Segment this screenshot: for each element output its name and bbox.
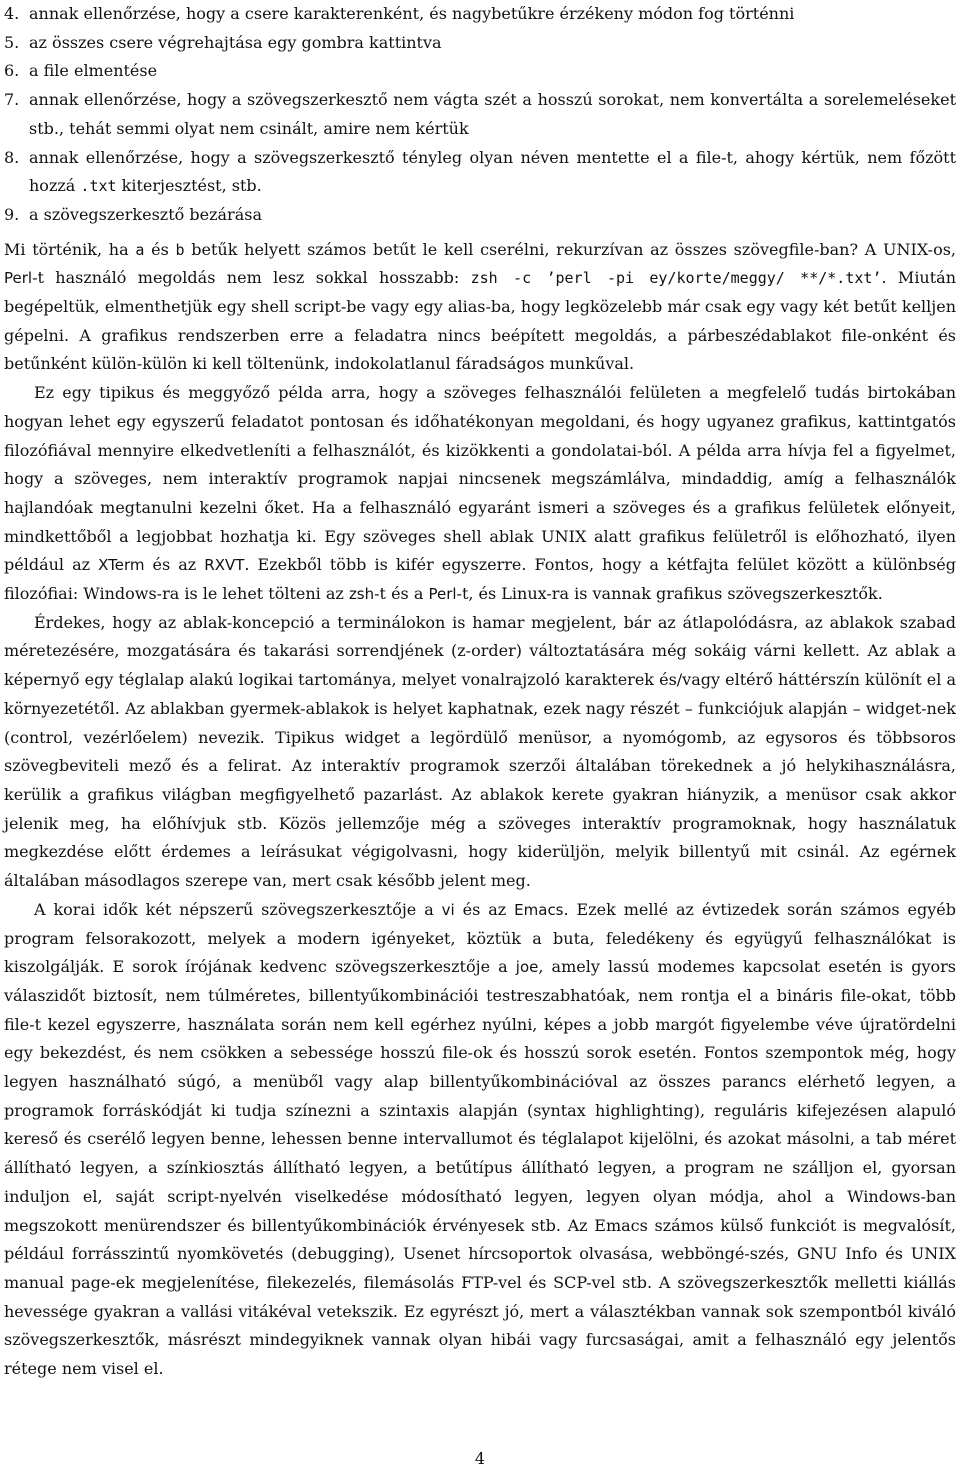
text: -t, és Linux-ra is vannak grafikus szövegszerkesztők. [456, 584, 883, 604]
text: A korai idők két népszerű szövegszerkesztője a [34, 899, 442, 919]
program-name: Perl [428, 585, 457, 604]
inline-code: b [175, 240, 185, 259]
list-text: az összes csere végrehajtása egy gombra kattintva [29, 32, 442, 52]
program-name: RXVT [204, 556, 245, 575]
list-number: 7. [4, 90, 20, 110]
list-item [4, 86, 956, 143]
program-name: XTerm [98, 556, 145, 575]
list-text: annak ellenőrzése, hogy a szövegszerkesztő tényleg olyan néven mentette el a file-t, ahogy kértük, nem főzött hozzá [29, 147, 956, 196]
program-name: Perl [4, 269, 33, 288]
text: , amely lassú modemes kapcsolat esetén is gyors válaszidőt biztosít, nem túlméretes, billentyűkombinációi testreszabhatóak, nem rontja el a bináris file-okat, több file-t kezel egyszerre, használata során nem kell egérhez nyúlni, képes a jobb margót figyelembe véve újratördelni egy bekezdést, és nem csökken a sebessége hosszú file-ok és hosszú sorok esetén. Fontos szempontok még, hogy legyen használható súgó, a menüből vagy alap billentyűkombinációval az összes parancs elérhető legyen, a programok forráskódját ki tudja színezni a szintaxis alapján (syntax highlighting), reguláris kifejezésen alapuló kereső és cserélő legyen benne, lehessen benne intervallumot és téglalapot kijelölni, és azokat másolni, a tab méret állítható legyen, a színkiosztás állítható legyen, a betűtípus állítható legyen, a program ne szálljon el, gyorsan induljon el, saját script-nyelvén viselkedése módosítható legyen, legyen olyan módja, ahol a Windows-ban megszokott menürendszer és billentyűkombinációk érvényesek stb. Az Emacs számos külső funkciót is megvalósít, például forrásszintű nyomkövetés (debugging), Usenet hírcsoportok olvasása, webböngé-szés, GNU Info és UNIX manual page-ek megjelenítése, filekezelés, filemásolás FTP-vel és SCP-vel stb. A szövegszerkesztők melletti kiállás hevessége gyakran a vallási vitákéval vetekszik. Ez egyrészt jó, mert a választékban vannak sok szempontból kiváló szövegszerkesztők, másrészt mindegyiknek vannak olyan hibái vagy furcsaságai, amit a felhasználó egy jelentős rétege nem visel el. [4, 957, 957, 1379]
list-text: kiterjesztést, stb. [116, 176, 262, 196]
text: betűk helyett számos betűt le kell cserélni, rekurzívan az összes szövegfile-ban? A UNIX-os, [184, 239, 957, 259]
text: Mi történik, ha [4, 239, 136, 259]
text: és az [454, 899, 515, 919]
text: . Miután begépeltük, elmenthetjük egy shell script-be vagy egy alias-ba, hogy legközelebb már csak egy vagy két betűt kelljen gépelni. A grafikus rendszerben erre a feladatra nincs beépített megoldás, a párbeszédablakot file-onként és betűnként külön-külön ki kell töltenünk, indokolatlanul fáradságos munkűval. [4, 268, 957, 374]
text: . Ezekből több is kifér egyszerre. Fontos, hogy a kétfajta felület között a különbség filozófiai: Windows-ra is le lehet tölteni az [4, 555, 957, 604]
list-item [4, 144, 956, 201]
program-name: Emacs [514, 900, 564, 919]
paragraph-perl-example [4, 236, 956, 380]
inline-code: a [135, 240, 145, 259]
list-number: 9. [4, 204, 20, 224]
paragraph-text-interface [4, 379, 956, 609]
list-number: 6. [4, 61, 20, 81]
inline-code: .txt [80, 177, 117, 196]
program-name: joe [515, 958, 539, 977]
program-name: zsh [348, 585, 375, 604]
text: -t használó megoldás nem lesz sokkal hosszabb: [32, 268, 471, 288]
paragraph-window-concept: Érdekes, hogy az ablak-koncepció a terminálokon is hamar megjelent, bár az átlapolódásra, az ablakok szabad méretezésére, mozgatására és takarási sorrendjének (z-order) változtatására még sokáig várni kellett. Az ablak a képernyő egy téglalap alakú logikai tartománya, melyet vonalrajzoló karakterek és/vagy eltérő háttérszín különít el a környezetétől. Az ablakban gyermek-ablakok is helyet kaphatnak, ezek nagy részét – funkciójuk alapján – widget-nek (control, vezérlőelem) nevezik. Tipikus widget a legördülő menüsor, a nyomógomb, az egysoros és többsoros szövegbeviteli mező és a felirat. Az interaktív programok szerzői általában törekednek a jó helykihasználásra, kerülik a grafikus világban megfigyelhető pazarlást. Az ablakok kerete gyakran hiányzik, a menüsor csak akkor jelenik meg, ha előhívjuk stb. Közös jellemzője még a szöveges interaktív programoknak, hogy használatuk megkezdése előtt érdemes a leírásukat végigolvasni, hogy kiderüljön, melyik billentyű mit csinál. Az egérnek általában másodlagos szerepe van, mert csak később jelent meg. [4, 612, 956, 891]
program-name: vi [441, 900, 455, 919]
list-item [4, 29, 956, 58]
text: Ez egy tipikus és meggyőző példa arra, hogy a szöveges felhasználói felületen a megfelelő tudás birtokában hogyan lehet egy egyszerű feladatot pontosan és időhatékonyan megoldani, és hogy ugyanez grafikus, kattintgatós filozófiával mennyire elkedvetleníti a felhasználót, és kizökkenti a gondolatai-ból. A példa arra hívja fel a figyelmet, hogy a szöveges, nem interaktív programok napjai nincsenek megszámlálva, mindaddig, amíg a felhasználók hajlandóak megtanulni kezelni őket. Ha a felhasználó egyaránt ismeri a szöveges és a grafikus felületek előnyeit, mindkettőből a legjobbat hozhatja ki. Egy szöveges shell ablak UNIX alatt grafikus felületről is előhozható, ilyen például az [4, 383, 956, 575]
list-text: annak ellenőrzése, hogy a csere karakterenként, és nagybetűkre érzékeny módon fog történni [29, 4, 795, 23]
numbered-list [4, 0, 956, 230]
text: és az [144, 555, 205, 575]
list-item [4, 201, 956, 230]
list-item [4, 57, 956, 86]
list-number: 4. [4, 4, 20, 23]
paragraph-editors [4, 896, 956, 1384]
command-code: zsh -c ’perl -pi ey/korte/meggy/ **/*.txt’ [470, 269, 882, 288]
list-number: 5. [4, 32, 20, 52]
page-number: 4 [474, 1449, 486, 1468]
list-number: 8. [4, 147, 20, 167]
text: -t és a [374, 584, 429, 604]
text: . Ezek mellé az évtizedek során számos egyéb program felsorakozott, melyek a modern igényeket, köztük a buta, feledékeny és együgyű felhasználókat is kiszolgálják. E sorok írójának kedvenc szövegszerkesztője a [4, 899, 957, 977]
list-text: a file elmentése [29, 61, 158, 81]
text: és [144, 239, 176, 259]
list-text: annak ellenőrzése, hogy a szövegszerkesztő nem vágta szét a hosszú sorokat, nem konvertálta a sorelemeléseket stb., tehát semmi olyat nem csinált, amire nem kértük [29, 90, 956, 138]
list-item [4, 0, 956, 29]
list-text: a szövegszerkesztő bezárása [29, 204, 262, 224]
